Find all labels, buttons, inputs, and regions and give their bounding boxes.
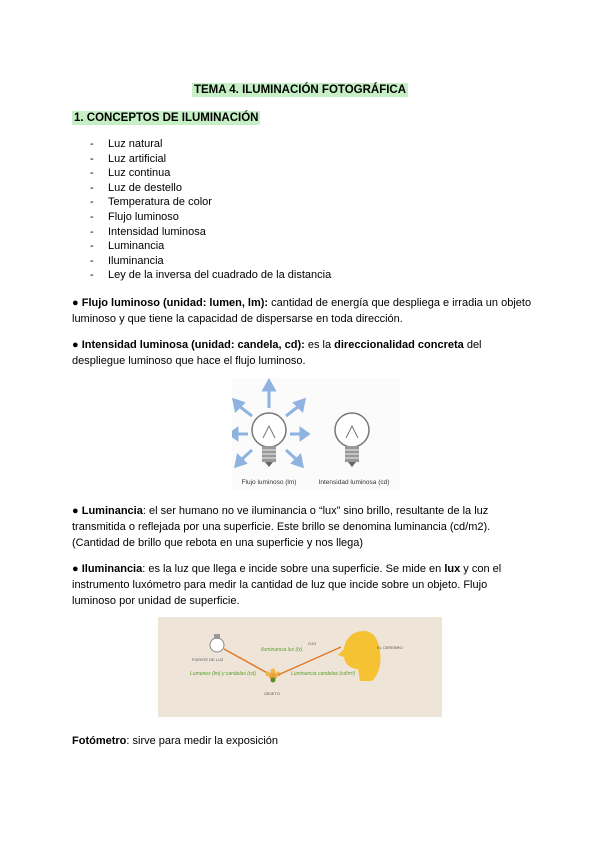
list-item: - Flujo luminoso (88, 210, 331, 225)
paragraph-fotometro: Fotómetro: sirve para medir la exposición (72, 735, 279, 747)
term-flujo: Flujo luminoso (unidad: lumen, lm): (81, 297, 269, 309)
paragraph-flujo: ● Flujo luminoso (unidad: lumen, lm): cantidad de energía que despliega e irradia un objeto luminoso y que tiene la capacidad de dispersarse en toda dirección. (72, 297, 532, 325)
list-item: - Iluminancia (88, 254, 331, 269)
paragraph-iluminancia: ● Iluminancia: es la luz que llega e incide sobre una superficie. Se mide en lux y con el instrumento luxómetro para medir la cantidad de luz que incide sobre un objeto. Flujo luminoso por unidad de superficie. (72, 563, 502, 607)
concepts-list (88, 137, 331, 283)
list-item: - Intensidad luminosa (88, 225, 331, 240)
term-iluminancia: Iluminancia (81, 563, 143, 575)
list-item: - Luz artificial (88, 152, 331, 167)
term-luminancia: Luminancia (81, 505, 143, 517)
label-brain: EL CEREBRO (377, 645, 403, 650)
list-item: - Luz de destello (88, 181, 331, 196)
lightbulb-icon (335, 413, 369, 467)
lightbulb-icon (252, 413, 286, 467)
list-item: - Luz continua (88, 166, 331, 181)
caption-intensidad: Intensidad luminosa (cd) (318, 479, 390, 486)
paragraph-luminancia: ● Luminancia: el ser humano no ve iluminancia o “lux” sino brillo, resultante de la luz transmitida o reflejada por una superficie. Este brillo se denomina luminancia (cd/m2). (Cantidad de brillo que rebota en una superficie y nos llega) (72, 505, 491, 549)
term-fotometro: Fotómetro (72, 735, 127, 747)
label-lumens: Lumenes (lm) y candelas (cd) (190, 671, 256, 677)
document-title: TEMA 4. ILUMINACIÓN FOTOGRÁFICA (193, 84, 407, 96)
paragraph-intensidad: ● Intensidad luminosa (unidad: candela, cd): es la direccionalidad concreta del despliegue luminoso que hace el flujo luminoso. (72, 339, 482, 367)
list-item: - Temperatura de color (88, 195, 331, 210)
label-object: OBJETO (264, 691, 280, 696)
label-eye: OJO (308, 641, 317, 646)
term-intensidad: Intensidad luminosa (unidad: candela, cd): (81, 339, 305, 351)
label-iluminancia: Iluminancia lux (lx) (261, 647, 303, 653)
list-item: - Luz natural (88, 137, 331, 152)
bulb-figure (232, 378, 400, 490)
list-item: - Luminancia (88, 239, 331, 254)
label-source: FUENTE DE LUZ (192, 657, 224, 662)
section-heading: 1. CONCEPTOS DE ILUMINACIÓN (74, 112, 259, 124)
illuminance-diagram (158, 617, 442, 717)
label-luminancia: Luminancia candelas (cd/m²) (291, 671, 356, 677)
list-item: - Ley de la inversa del cuadrado de la distancia (88, 268, 331, 283)
caption-flujo: Flujo luminoso (lm) (241, 479, 297, 486)
